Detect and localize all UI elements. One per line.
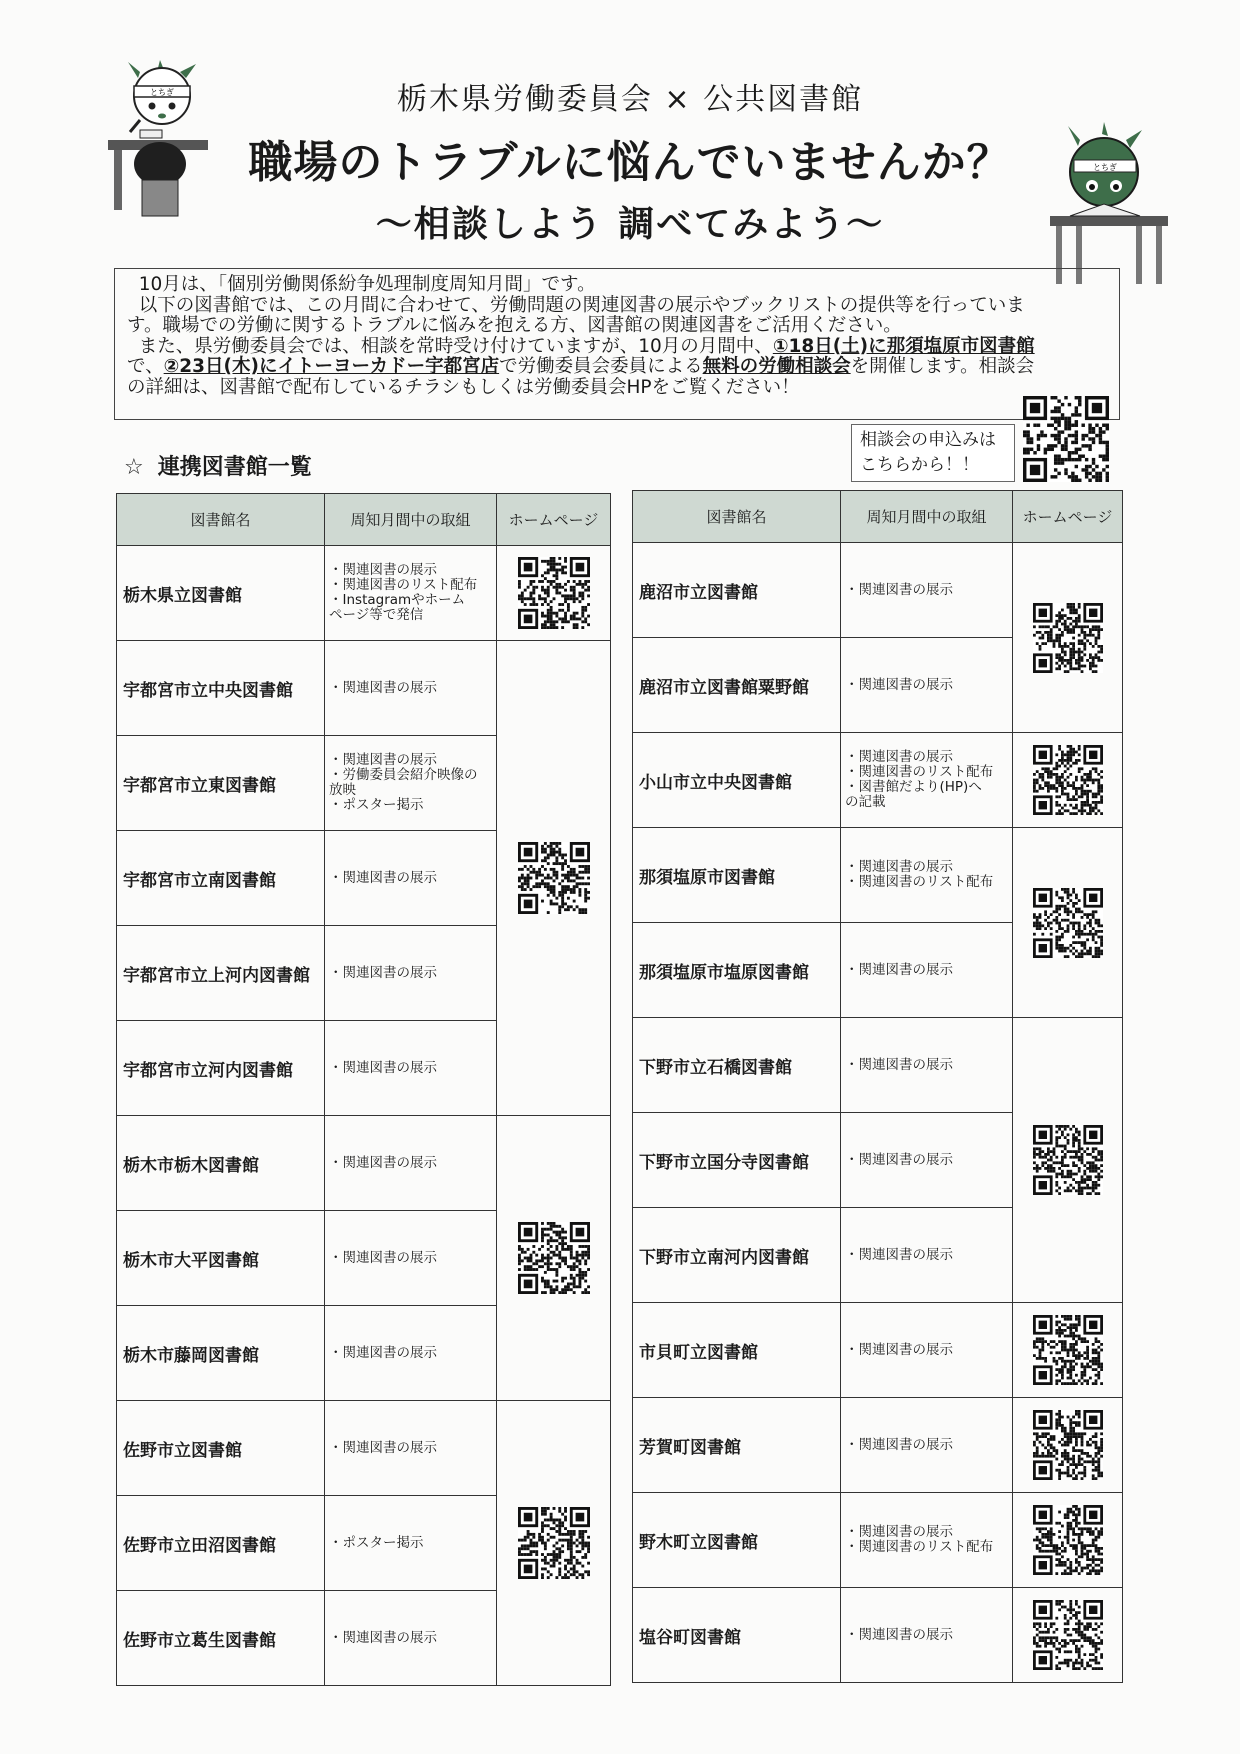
table-row [633, 543, 1123, 638]
intro-line-2: 以下の図書館では、この月間に合わせて、労働問題の関連図書の展示やブックリストの提供等を行っていま [138, 294, 1025, 316]
table-row [117, 641, 611, 736]
homepage-qr-code[interactable] [1033, 745, 1103, 815]
library-activities: ・関連図書の展示 [845, 1436, 953, 1453]
homepage-qr-code[interactable] [1033, 1315, 1103, 1385]
library-name: 宇都宮市立東図書館 [117, 736, 325, 831]
table-row [633, 828, 1123, 923]
library-name: 那須塩原市塩原図書館 [633, 923, 841, 1018]
homepage-qr-code[interactable] [518, 1222, 590, 1294]
apply-qr-code[interactable] [1020, 396, 1112, 482]
library-activities: ・関連図書の展示 [329, 1154, 437, 1171]
library-name: 小山市立中央図書館 [633, 733, 841, 828]
intro-line-3: す。職場での労働に関するトラブルに悩みを抱える方、図書館の関連図書をご活用ください。 [127, 315, 902, 336]
library-activities: ・関連図書の展示 [845, 581, 953, 598]
library-name: 市貝町立図書館 [633, 1303, 841, 1398]
library-activities: ・関連図書の展示 [329, 869, 437, 886]
library-activities: ・関連図書の展示 ・労働委員会紹介映像の 放映 ・ポスター掲示 [329, 752, 478, 813]
mascot-right-label: とちぎ [1093, 163, 1117, 172]
apply-line-1: 相談会の申込みは [860, 430, 996, 450]
column-header-homepage: ホームページ [497, 494, 611, 546]
homepage-qr-code[interactable] [1033, 888, 1103, 958]
library-name: 鹿沼市立図書館粟野館 [633, 638, 841, 733]
table-row [117, 546, 611, 641]
event-date-2: ②23日(木)にイトーヨーカドー宇都宮店 [163, 356, 500, 377]
page-title: 職場のトラブルに悩んでいませんか？ [248, 137, 1012, 188]
library-name: 塩谷町図書館 [633, 1588, 841, 1683]
column-header-library-name: 図書館名 [633, 491, 841, 543]
library-activities: ・関連図書の展示 [845, 676, 953, 693]
library-activities: ・関連図書の展示 ・関連図書のリスト配布 ・Instagramやホーム ページ等で発信 [329, 562, 478, 623]
library-name: 佐野市立図書館 [117, 1401, 325, 1496]
library-activities: ・関連図書の展示 [845, 1056, 953, 1073]
library-list-title: 連携図書館一覧 [157, 455, 312, 480]
library-activities: ・関連図書の展示 [329, 1059, 437, 1076]
library-activities: ・関連図書の展示 [329, 1439, 437, 1456]
intro-line-4: また、県労働委員会では、相談を常時受け付けていますが、10月の月間中、①18日(土)に那須塩原市図書館 [138, 335, 1035, 357]
mascot-left-label: とちぎ [150, 88, 174, 97]
table-row [633, 1588, 1123, 1683]
table-row [117, 1116, 611, 1211]
table-row [633, 1303, 1123, 1398]
mascot-right-illustration [1030, 120, 1170, 290]
table-row [633, 1493, 1123, 1588]
library-activities: ・関連図書の展示 ・関連図書のリスト配布 ・図書館だより(HP)へ の記載 [845, 749, 994, 810]
intro-line-6: の詳細は、図書館で配布しているチラシもしくは労働委員会HPをご覧ください！ [127, 376, 800, 398]
library-activities: ・関連図書の展示 [845, 1151, 953, 1168]
free-consultation: 無料の労働相談会 [702, 356, 851, 377]
library-activities: ・関連図書の展示 [845, 1626, 953, 1643]
library-activities: ・関連図書の展示 [329, 1629, 437, 1646]
library-activities: ・関連図書の展示 [845, 961, 953, 978]
library-name: 野木町立図書館 [633, 1493, 841, 1588]
library-name: 佐野市立田沼図書館 [117, 1496, 325, 1591]
library-name: 下野市立国分寺図書館 [633, 1113, 841, 1208]
library-activities: ・関連図書の展示 [845, 1246, 953, 1263]
library-table-left [116, 493, 611, 1686]
homepage-qr-code[interactable] [1033, 603, 1103, 673]
intro-line-5: で、②23日(木)にイトーヨーカドー宇都宮店で労働委員会委員による無料の労働相談会を開催します。相談会 [127, 356, 1035, 377]
homepage-qr-code[interactable] [1033, 1600, 1103, 1670]
library-activities: ・関連図書の展示 [845, 1341, 953, 1358]
library-name: 那須塩原市図書館 [633, 828, 841, 923]
header-tagline: ～相談しよう 調べてみよう～ [375, 204, 885, 245]
library-activities: ・関連図書の展示 [329, 1344, 437, 1361]
library-list-heading [124, 450, 312, 481]
library-name: 宇都宮市立中央図書館 [117, 641, 325, 736]
mascot-left-illustration [100, 60, 230, 220]
homepage-qr-code[interactable] [518, 1507, 590, 1579]
library-name: 鹿沼市立図書館 [633, 543, 841, 638]
library-name: 栃木市栃木図書館 [117, 1116, 325, 1211]
library-activities: ・関連図書の展示 [329, 679, 437, 696]
star-icon: ☆ [124, 455, 144, 480]
table-row [117, 1401, 611, 1496]
library-name: 下野市立南河内図書館 [633, 1208, 841, 1303]
library-name: 芳賀町図書館 [633, 1398, 841, 1493]
library-table-right [632, 490, 1123, 1683]
homepage-qr-code[interactable] [1033, 1505, 1103, 1575]
library-name: 佐野市立葛生図書館 [117, 1591, 325, 1686]
library-activities: ・ポスター掲示 [329, 1534, 424, 1551]
library-name: 宇都宮市立上河内図書館 [117, 926, 325, 1021]
table-row [633, 733, 1123, 828]
library-activities: ・関連図書の展示 [329, 964, 437, 981]
library-name: 下野市立石橋図書館 [633, 1018, 841, 1113]
intro-line-1: 10月は、「個別労働関係紛争処理制度周知月間」です。 [138, 274, 596, 295]
column-header-activities: 周知月間中の取組 [325, 494, 497, 546]
library-name: 栃木市藤岡図書館 [117, 1306, 325, 1401]
consultation-apply-box [851, 424, 1015, 482]
table-row [633, 1398, 1123, 1493]
homepage-qr-code[interactable] [518, 557, 590, 629]
homepage-qr-code[interactable] [518, 842, 590, 914]
library-name: 栃木市大平図書館 [117, 1211, 325, 1306]
homepage-qr-code[interactable] [1033, 1125, 1103, 1195]
library-name: 宇都宮市立河内図書館 [117, 1021, 325, 1116]
library-name: 栃木県立図書館 [117, 546, 325, 641]
homepage-qr-code[interactable] [1033, 1410, 1103, 1480]
library-activities: ・関連図書の展示 [329, 1249, 437, 1266]
apply-line-2: こちらから！！ [860, 455, 979, 475]
header-subtitle: 栃木県労働委員会 × 公共図書館 [396, 82, 864, 117]
library-name: 宇都宮市立南図書館 [117, 831, 325, 926]
event-date-1: ①18日(土)に那須塩原市図書館 [772, 335, 1035, 357]
intro-notice-box [114, 268, 1120, 420]
library-activities: ・関連図書の展示 ・関連図書のリスト配布 [845, 1524, 994, 1555]
column-header-homepage: ホームページ [1013, 491, 1123, 543]
column-header-activities: 周知月間中の取組 [841, 491, 1013, 543]
library-activities: ・関連図書の展示 ・関連図書のリスト配布 [845, 859, 994, 890]
flyer-header [220, 74, 1040, 247]
table-row [633, 1018, 1123, 1113]
column-header-library-name: 図書館名 [117, 494, 325, 546]
